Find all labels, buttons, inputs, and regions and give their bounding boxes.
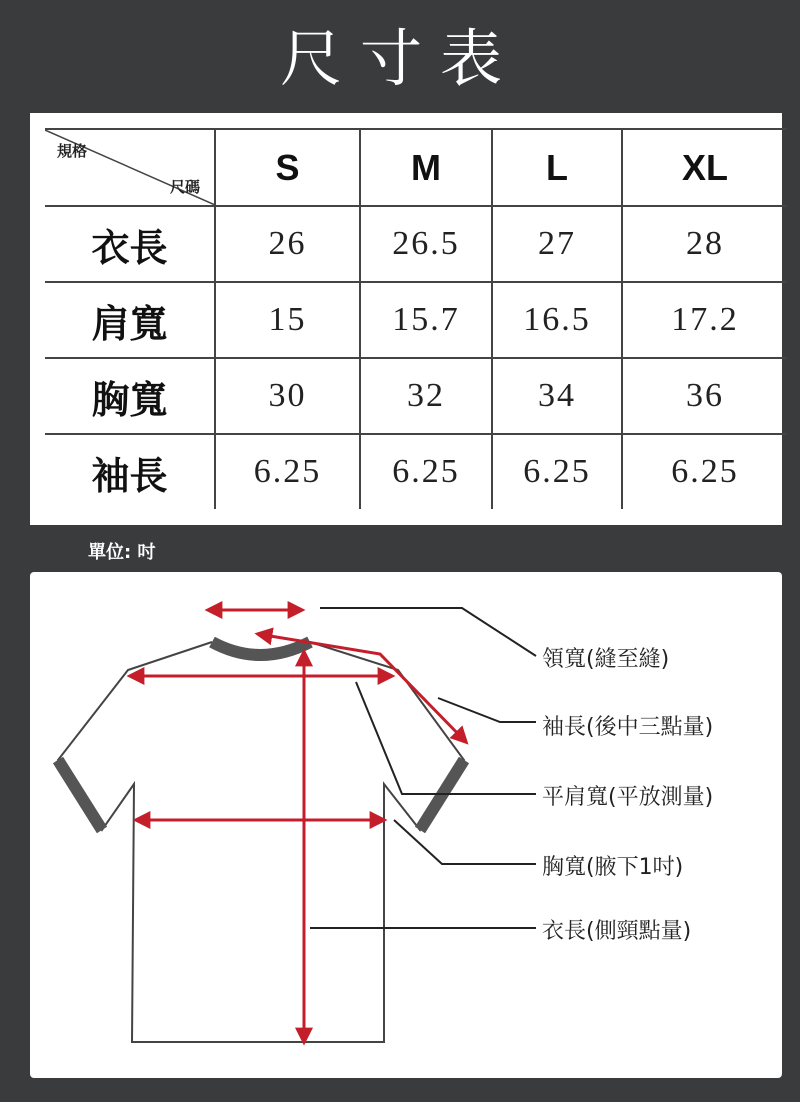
page-title: 尺寸表 [279,22,520,95]
callout-chest-width: 胸寬(腋下1吋) [542,855,684,880]
measurement-diagram-panel [30,572,782,1078]
row-label-length: 衣長 [45,206,215,282]
table-row [45,206,787,282]
row-label-chest: 胸寬 [45,358,215,434]
left-sleeve-cuff [58,760,102,830]
table-header-row [45,129,787,206]
corner-size-label: 尺碼 [169,178,200,196]
callout-body-length: 衣長(側頸點量) [542,919,692,944]
size-table-panel [30,113,782,525]
size-table [45,128,787,509]
table-cell: 6.25 [492,434,622,509]
table-cell: 6.25 [215,434,360,509]
table-cell: 16.5 [492,282,622,358]
size-header-s: S [215,129,360,206]
table-row [45,434,787,509]
table-cell: 26 [215,206,360,282]
table-cell: 34 [492,358,622,434]
callout-collar-width: 領寬(縫至縫) [542,647,670,672]
table-row [45,282,787,358]
table-corner-cell [45,129,215,206]
unit-note: 單位: 吋 [88,542,156,563]
callout-shoulder-width: 平肩寬(平放測量) [542,785,714,810]
row-label-shoulder: 肩寬 [45,282,215,358]
table-cell: 26.5 [360,206,492,282]
table-cell: 15 [215,282,360,358]
table-cell: 27 [492,206,622,282]
table-cell: 30 [215,358,360,434]
table-cell: 15.7 [360,282,492,358]
table-cell: 32 [360,358,492,434]
size-header-m: M [360,129,492,206]
table-cell: 28 [622,206,787,282]
callout-sleeve-length: 袖長(後中三點量) [542,715,714,740]
table-cell: 6.25 [360,434,492,509]
tshirt-outline [58,642,464,1042]
table-cell: 36 [622,358,787,434]
row-label-sleeve: 袖長 [45,434,215,509]
collar [212,642,310,655]
size-header-l: L [492,129,622,206]
table-cell: 6.25 [671,453,739,490]
leader-lines [310,608,536,928]
tshirt-diagram [30,572,782,1078]
size-header-xl: XL [622,129,787,206]
table-row [45,358,787,434]
corner-spec-label: 規格 [57,142,88,160]
table-cell: 17.2 [622,282,787,358]
